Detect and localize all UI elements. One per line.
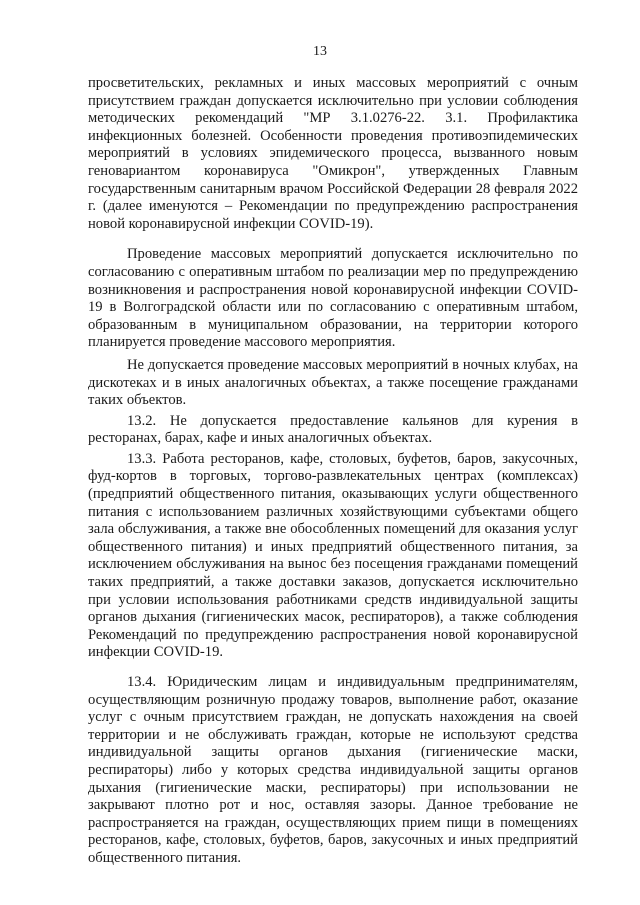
paragraph-nightclubs-ban: Не допускается проведение массовых мероприятий в ночных клубах, на дискотеках и в иных аналогичных объектах, а также посещение гражданами таких объектов. bbox=[88, 356, 578, 409]
paragraph-13-4-masks: 13.4. Юридическим лицам и индивидуальным предпринимателям, осуществляющим розничную продажу товаров, выполнение работ, оказание услуг с очным присутствием граждан, не допускать нахождения на своей территории и не обслуживать граждан, которые не используют средства индивидуальной защиты органов дыхания (гигиенические маски, респираторы) либо у которых средства индивидуальной защиты органов дыхания (гигиенические маски, респираторы) при использовании не закрывают плотно рот и нос, оставляя зазоры. Данное требование не распространяется на граждан, осуществляющих прием пищи в помещениях ресторанов, кафе, столовых, буфетов, баров, закусочных и иных предприятий общественного питания. bbox=[88, 674, 578, 866]
page-number: 13 bbox=[313, 44, 327, 59]
paragraph-mass-events-conditions: просветительских, рекламных и иных массовых мероприятий с очным присутствием граждан допускается исключительно при условии соблюдения методических рекомендаций "МР 3.1.0276-22. 3.1. Профилактика инфекционных болезней. Особенности проведения противоэпидемических мероприятий в условиях эпидемического процесса, вызванного новым геновариантом коронавируса "Омикрон", утвержденных Главным государственным санитарным врачом Российской Федерации 28 февраля 2022 г. (далее именуются – Рекомендации по предупреждению распространения новой коронавирусной инфекции COVID-19). bbox=[88, 75, 578, 232]
document-body bbox=[88, 75, 578, 868]
paragraph-13-3-catering: 13.3. Работа ресторанов, кафе, столовых, буфетов, баров, закусочных, фуд-кортов в торговых, торгово-развлекательных центрах (комплексах) (предприятий общественного питания, оказывающих услуги общественного питания с использованием различных хозяйствующими субъектами общего зала обслуживания, а также вне обособленных помещений для оказания услуг общественного питания) и иных предприятий общественного питания, за исключением обслуживания на вынос без посещения гражданами помещений таких предприятий, а также доставки заказов, допускается исключительно при условии использования работниками средств индивидуальной защиты органов дыхания (гигиенических масок, респираторов), а также соблюдения Рекомендаций по предупреждению распространения новой коронавирусной инфекции COVID-19. bbox=[88, 450, 578, 661]
paragraph-mass-events-approval: Проведение массовых мероприятий допускается исключительно по согласованию с оперативным штабом по реализации мер по предупреждению возникновения и распространения новой коронавирусной инфекции COVID-19 в Волгоградской области или по согласованию с оперативным штабом, образованным в муниципальном образовании, на территории которого планируется проведение массового мероприятия. bbox=[88, 246, 578, 351]
paragraph-13-2-hookah-ban: 13.2. Не допускается предоставление кальянов для курения в ресторанах, барах, кафе и иных аналогичных объектах. bbox=[88, 412, 578, 447]
